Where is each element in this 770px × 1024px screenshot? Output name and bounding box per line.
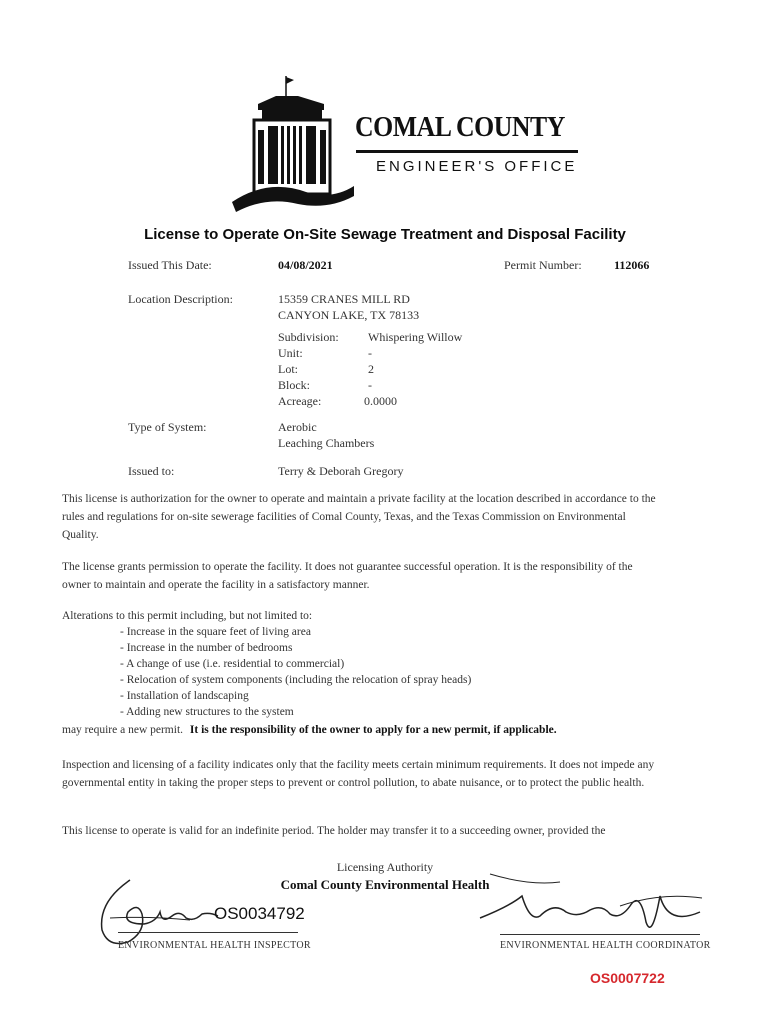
alteration-item: - Installation of landscaping (120, 690, 249, 702)
licensing-authority-label: Licensing Authority (336, 860, 434, 874)
owner-responsibility-notice: It is the responsibility of the owner to apply for a new permit, if applicable. (189, 724, 557, 736)
issued-date-value: 04/08/2021 (278, 258, 333, 272)
permit-number-value: 112066 (614, 258, 650, 272)
new-permit-notice (62, 724, 557, 736)
inspector-title: ENVIRONMENTAL HEALTH INSPECTOR (118, 940, 311, 951)
org-name: COMAL COUNTY (355, 112, 565, 143)
permit-number-label: Permit Number: (504, 258, 582, 272)
subdivision-value: Whispering Willow (368, 330, 463, 344)
coordinator-title: ENVIRONMENTAL HEALTH COORDINATOR (500, 940, 711, 951)
alteration-item: - A change of use (i.e. residential to commercial) (120, 658, 345, 670)
county-tower-logo (228, 74, 358, 214)
inspector-signature-line (118, 932, 298, 933)
inspector-license-code: OS0034792 (214, 904, 305, 923)
unit-label: Unit: (278, 346, 303, 360)
coordinator-license-code: OS0007722 (590, 970, 665, 986)
lot-label: Lot: (278, 362, 298, 376)
inspection-paragraph: Inspection and licensing of a facility indicates only that the facility meets certain minimum requirements. It does not impede any governmental entity in taking the proper steps to prevent or control pollution, to abate nuisance, or to protect the public health. (62, 759, 655, 789)
alteration-item: - Relocation of system components (including the relocation of spray heads) (120, 674, 472, 686)
alteration-item: - Increase in the number of bedrooms (120, 642, 293, 654)
location-label: Location Description: (128, 292, 233, 306)
subdivision-label: Subdivision: (278, 330, 339, 344)
validity-paragraph: This license to operate is valid for an indefinite period. The holder may transfer it to a succeeding owner, provided the (62, 825, 606, 837)
system-type-label: Type of System: (128, 420, 207, 434)
acreage-value: 0.0000 (364, 394, 397, 408)
block-value: - (368, 378, 372, 392)
new-permit-notice-text: may require a new permit. (62, 724, 184, 736)
unit-value: - (368, 346, 372, 360)
acreage-label: Acreage: (278, 394, 322, 408)
lot-value: 2 (368, 362, 374, 376)
authorization-paragraph: This license is authorization for the owner to operate and maintain a private facility at the location described in accordance to the rules and regulations for on-site sewerage facilities of Comal County, Texas, and the Texas Commission on Environmental Quality. (62, 493, 656, 541)
document-title: License to Operate On-Site Sewage Treatment and Disposal Facility (144, 226, 626, 243)
licensing-authority-name: Comal County Environmental Health (280, 877, 490, 892)
issued-date-label: Issued This Date: (128, 258, 212, 272)
header-divider (356, 150, 578, 153)
alteration-item: - Increase in the square feet of living area (120, 626, 311, 638)
address-line-2: CANYON LAKE, TX 78133 (278, 308, 420, 322)
block-label: Block: (278, 378, 310, 392)
alterations-intro: Alterations to this permit including, but not limited to: (62, 610, 313, 622)
system-type-line-2: Leaching Chambers (278, 436, 375, 450)
issued-to-value: Terry & Deborah Gregory (278, 464, 404, 478)
issued-to-label: Issued to: (128, 464, 175, 478)
address-line-1: 15359 CRANES MILL RD (278, 292, 410, 306)
org-subtitle: ENGINEER'S OFFICE (376, 158, 578, 175)
system-type-line-1: Aerobic (278, 420, 317, 434)
guarantee-paragraph: The license grants permission to operate the facility. It does not guarantee successful operation. It is the responsibility of the owner to maintain and operate the facility in a satisfactory manner. (62, 561, 633, 591)
alteration-item: - Adding new structures to the system (120, 706, 294, 718)
coordinator-signature-line (500, 934, 700, 935)
